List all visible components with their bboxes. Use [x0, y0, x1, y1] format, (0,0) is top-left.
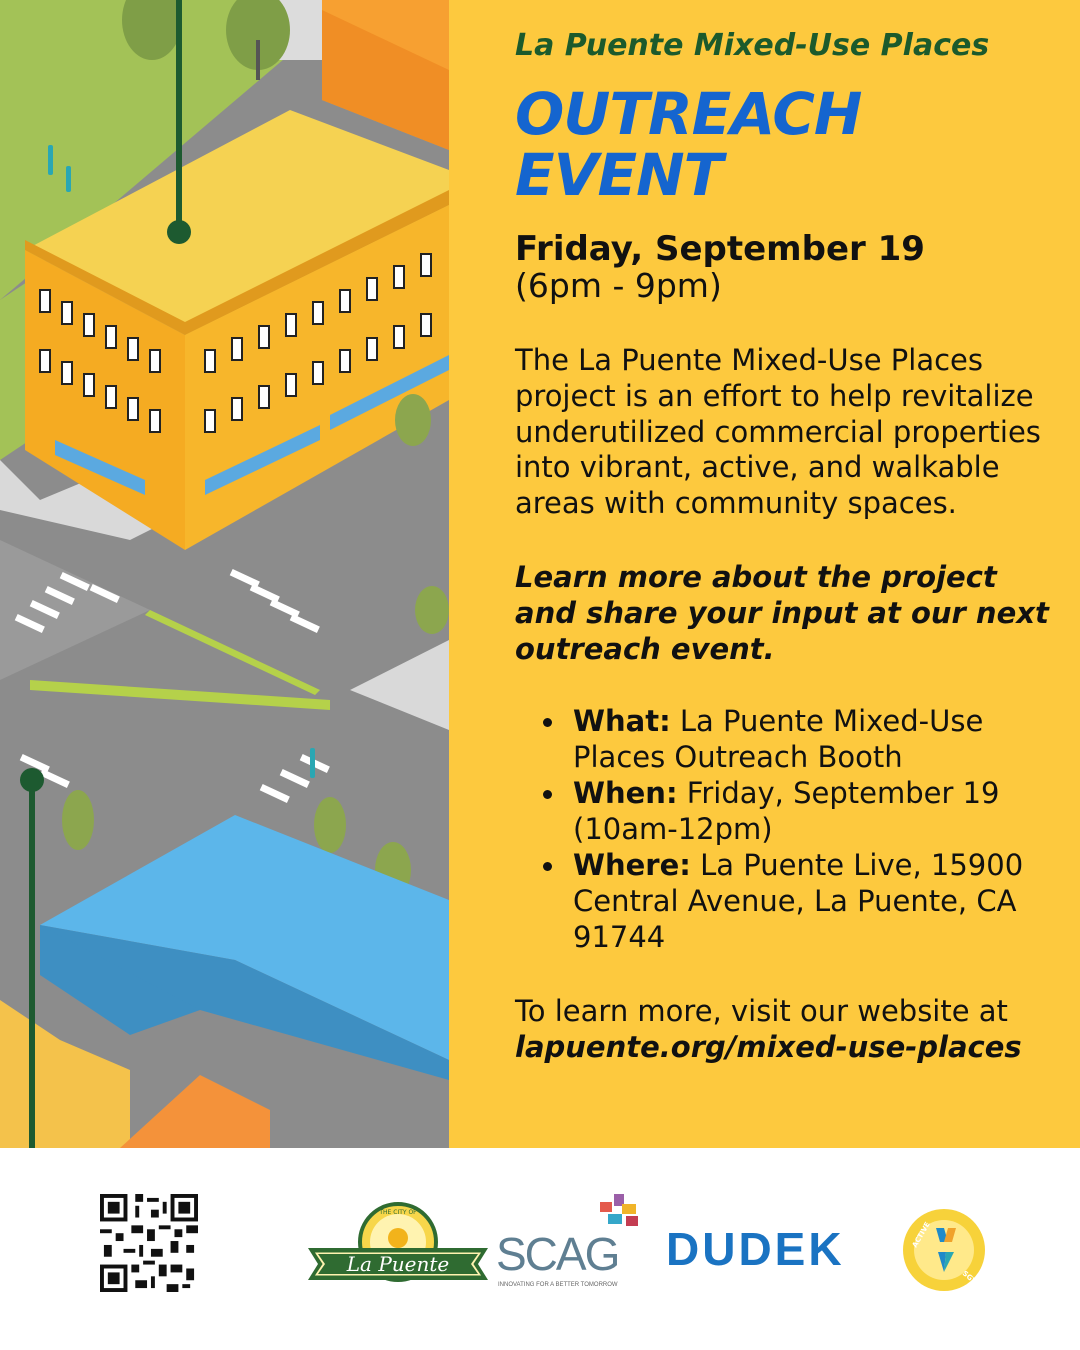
- detail-value: La Puente Live, 15900 Central Avenue, La Puente, CA 91744: [573, 848, 1024, 954]
- event-info-panel: [449, 0, 1080, 1148]
- detail-value: Friday, September 19 (10am-12pm): [573, 776, 1000, 847]
- detail-label: When:: [573, 776, 678, 811]
- city-illustration: [0, 0, 449, 1148]
- detail-what: [573, 704, 1060, 776]
- detail-when: [573, 776, 1060, 848]
- detail-label: Where:: [573, 848, 691, 883]
- project-description: The La Puente Mixed-Use Places project is an effort to help revitalize underutilized commercial properties into vibrant, active, and walkable areas with community spaces.: [515, 342, 1041, 521]
- call-to-action: Learn more about the project and share your input at our next outreach event.: [515, 560, 1049, 667]
- asgv-active-text: ACTIVE: [910, 1220, 932, 1249]
- scag-logo-icon: [496, 1192, 654, 1292]
- detail-where: [573, 848, 1060, 956]
- detail-value: La Puente Mixed-Use Places Outreach Booth: [573, 704, 984, 775]
- event-title-line1: OUTREACH: [515, 80, 862, 148]
- event-details-list: [515, 704, 1060, 956]
- event-date: Friday, September 19: [515, 228, 925, 269]
- footer-logos: [0, 1148, 1080, 1350]
- detail-label: What:: [573, 704, 671, 739]
- seal-ring-text: THE CITY OF: [379, 1209, 417, 1216]
- la-puente-logo-text: La Puente: [346, 1252, 450, 1276]
- event-title: [515, 80, 1060, 210]
- event-subtitle: La Puente Mixed-Use Places: [515, 28, 990, 63]
- dudek-logo: DUDEK: [666, 1223, 845, 1275]
- event-time: (6pm - 9pm): [515, 266, 722, 306]
- event-title-line2: EVENT: [515, 141, 723, 210]
- website-link[interactable]: lapuente.org/mixed-use-places: [515, 1029, 1022, 1064]
- learn-more-text: To learn more, visit our website at: [515, 993, 1008, 1028]
- la-puente-seal-icon: [308, 1200, 488, 1296]
- active-sgv-logo-icon: [902, 1208, 986, 1292]
- qr-code-icon[interactable]: [100, 1194, 198, 1292]
- scag-tagline: INNOVATING FOR A BETTER TOMORROW: [498, 1282, 618, 1288]
- asgv-sgv-text: SGV: [960, 1269, 979, 1286]
- scag-logo-text: SCAG: [496, 1228, 619, 1280]
